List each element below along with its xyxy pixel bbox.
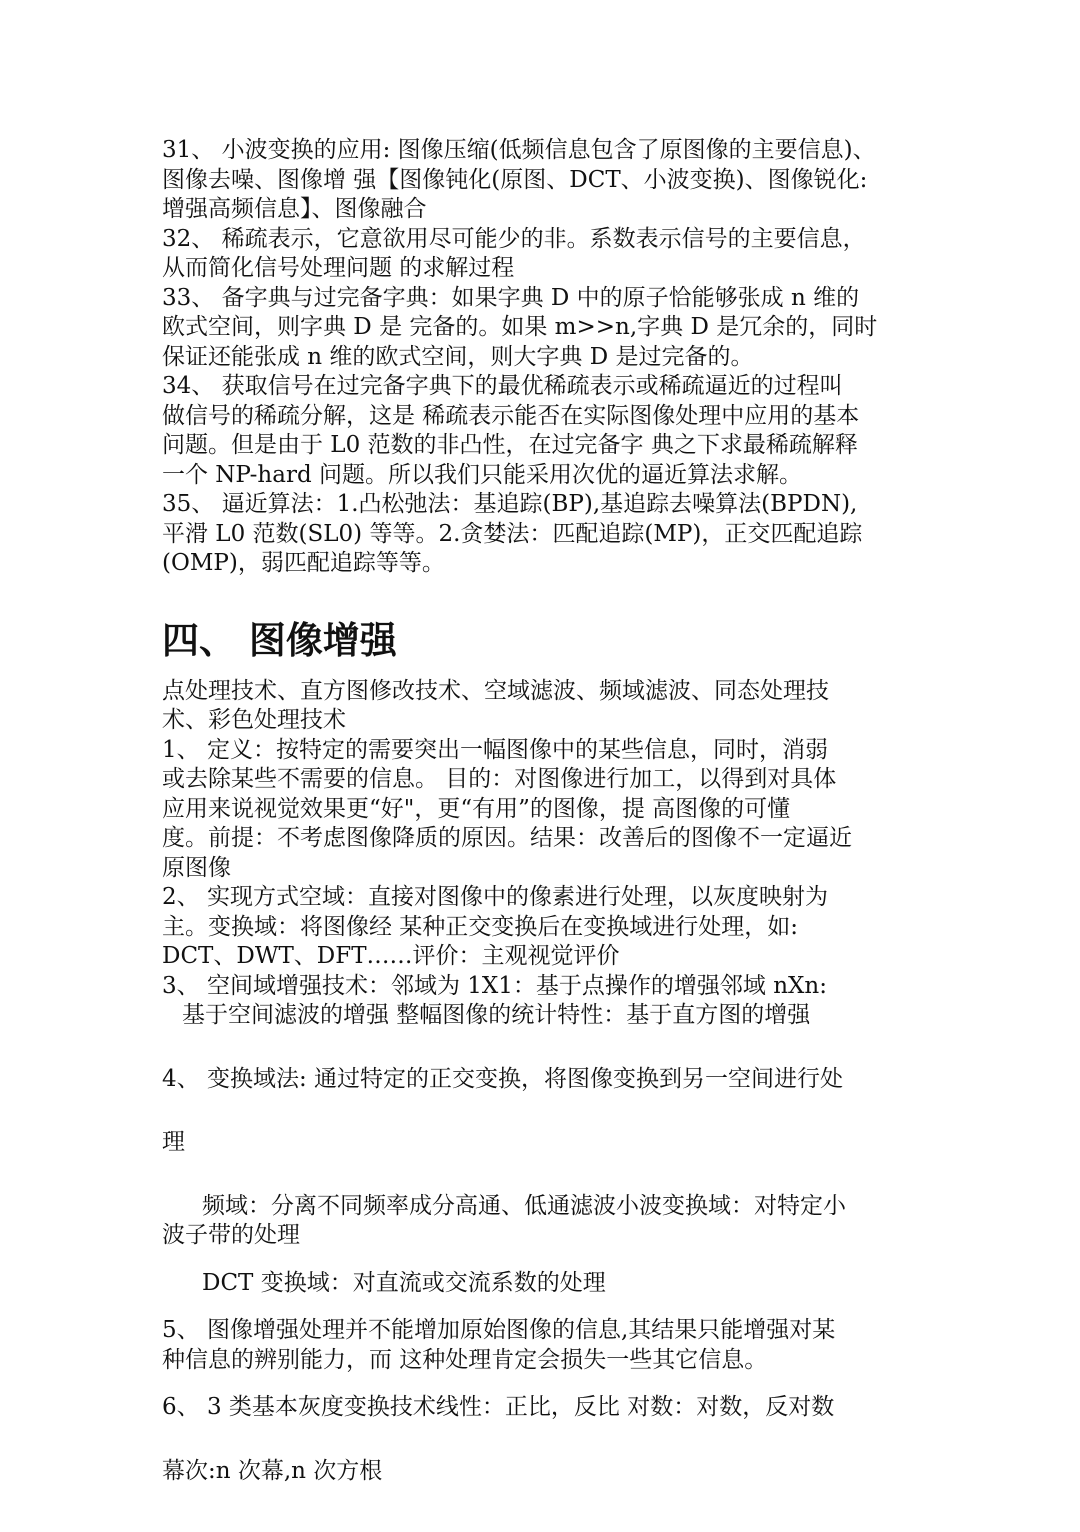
text-line: 34、 获取信号在过完备字典下的最优稀疏表示或稀疏逼近的过程叫 <box>162 373 843 399</box>
text-line: 31、 小波变换的应用: 图像压缩(低频信息包含了原图像的主要信息)、 <box>162 137 876 163</box>
text-line: 术、彩色处理技术 <box>162 707 346 733</box>
text-line: 或去除某些不需要的信息。 目的：对图像进行加工，以得到对具体 <box>162 766 837 792</box>
text-line: 点处理技术、直方图修改技术、空域滤波、频域滤波、同态处理技 <box>162 677 829 704</box>
text-line: 做信号的稀疏分解，这是 稀疏表示能否在实际图像处理中应用的基本 <box>162 402 860 429</box>
frequency-domain-paragraph <box>162 1192 962 1251</box>
item-4 <box>162 1065 962 1095</box>
text-line: 主。变换域：将图像经 某种正交变换后在变换域进行处理，如: <box>162 913 799 940</box>
item-5 <box>162 1316 962 1375</box>
text-line: 波子带的处理 <box>162 1222 300 1248</box>
text-line: 35、 逼近算法：1.凸松弛法：基追踪(BP),基追踪去噪算法(BPDN), <box>162 491 858 517</box>
text-line: 基于空间滤波的增强 整幅图像的统计特性：基于直方图的增强 <box>182 1002 811 1028</box>
item-6 <box>162 1393 962 1423</box>
text-line: 一个 NP-hard 问题。所以我们只能采用次优的逼近算法求解。 <box>162 461 802 488</box>
text-line: 32、 稀疏表示，它意欲用尽可能少的非。系数表示信号的主要信息， <box>162 225 866 252</box>
item-6-continued <box>162 1457 962 1487</box>
text-line: 平滑 L0 范数(SL0) 等等。2.贪婪法：匹配追踪(MP)，正交匹配追踪 <box>162 520 863 547</box>
text-line: 度。前提：不考虑图像降质的原因。结果：改善后的图像不一定逼近 <box>162 825 852 851</box>
text-line: 原图像 <box>162 854 231 881</box>
text-line: 种信息的辨别能力，而 这种处理肯定会损失一些其它信息。 <box>162 1346 768 1373</box>
text-line: 频域：分离不同频率成分高通、低通滤波小波变换域：对特定小 <box>202 1192 846 1219</box>
dct-domain-paragraph <box>162 1269 962 1299</box>
item-2 <box>162 883 962 972</box>
text-line: 3、 空间域增强技术：邻域为 1X1：基于点操作的增强邻域 nXn: <box>162 972 827 999</box>
item-32 <box>162 225 962 284</box>
text-line: 5、 图像增强处理并不能增加原始图像的信息,其结果只能增强对某 <box>162 1317 836 1343</box>
text-line: 6、 3 类基本灰度变换技术线性：正比，反比 对数：对数，反对数 <box>162 1394 835 1420</box>
text-line: DCT、DWT、DFT……评价：主观视觉评价 <box>162 943 620 969</box>
text-line: 增强高频信息】、图像融合 <box>162 196 427 222</box>
text-line: 理 <box>162 1129 185 1155</box>
item-4-continued <box>162 1128 962 1158</box>
section-heading: 四、 图像增强 <box>162 618 397 662</box>
text-line: 2、 实现方式空域：直接对图像中的像素进行处理，以灰度映射为 <box>162 884 828 910</box>
text-line: DCT 变换域：对直流或交流系数的处理 <box>202 1269 606 1296</box>
text-line: 从而简化信号处理问题 的求解过程 <box>162 255 515 281</box>
text-line: 1、 定义：按特定的需要突出一幅图像中的某些信息，同时，消弱 <box>162 736 828 763</box>
text-line: 图像去噪、图像增 强【图像钝化(原图、DCT、小波变换)、图像锐化: <box>162 166 868 193</box>
text-line: 问题。但是由于 L0 范数的非凸性，在过完备字 典之下求最稀疏解释 <box>162 432 858 458</box>
document-page <box>162 136 962 1486</box>
intro-paragraph <box>162 677 962 736</box>
text-line: (OMP)，弱匹配追踪等等。 <box>162 550 445 576</box>
item-3 <box>162 972 962 1031</box>
item-34 <box>162 372 962 490</box>
text-line: 保证还能张成 n 维的欧式空间，则大字典 D 是过完备的。 <box>162 343 754 370</box>
item-31 <box>162 136 962 225</box>
text-line: 欧式空间，则字典 D 是 完备的。如果 m>>n,字典 D 是冗余的，同时 <box>162 314 878 340</box>
item-1 <box>162 736 962 884</box>
text-line: 应用来说视觉效果更“好"，更“有用”的图像，提 高图像的可懂 <box>162 795 791 822</box>
text-line: 33、 备字典与过完备字典：如果字典 D 中的原子恰能够张成 n 维的 <box>162 284 860 311</box>
item-33 <box>162 284 962 373</box>
item-35 <box>162 490 962 579</box>
text-line: 幕次:n 次幕,n 次方根 <box>162 1457 383 1484</box>
text-line: 4、 变换域法: 通过特定的正交变换，将图像变换到另一空间进行处 <box>162 1065 844 1092</box>
